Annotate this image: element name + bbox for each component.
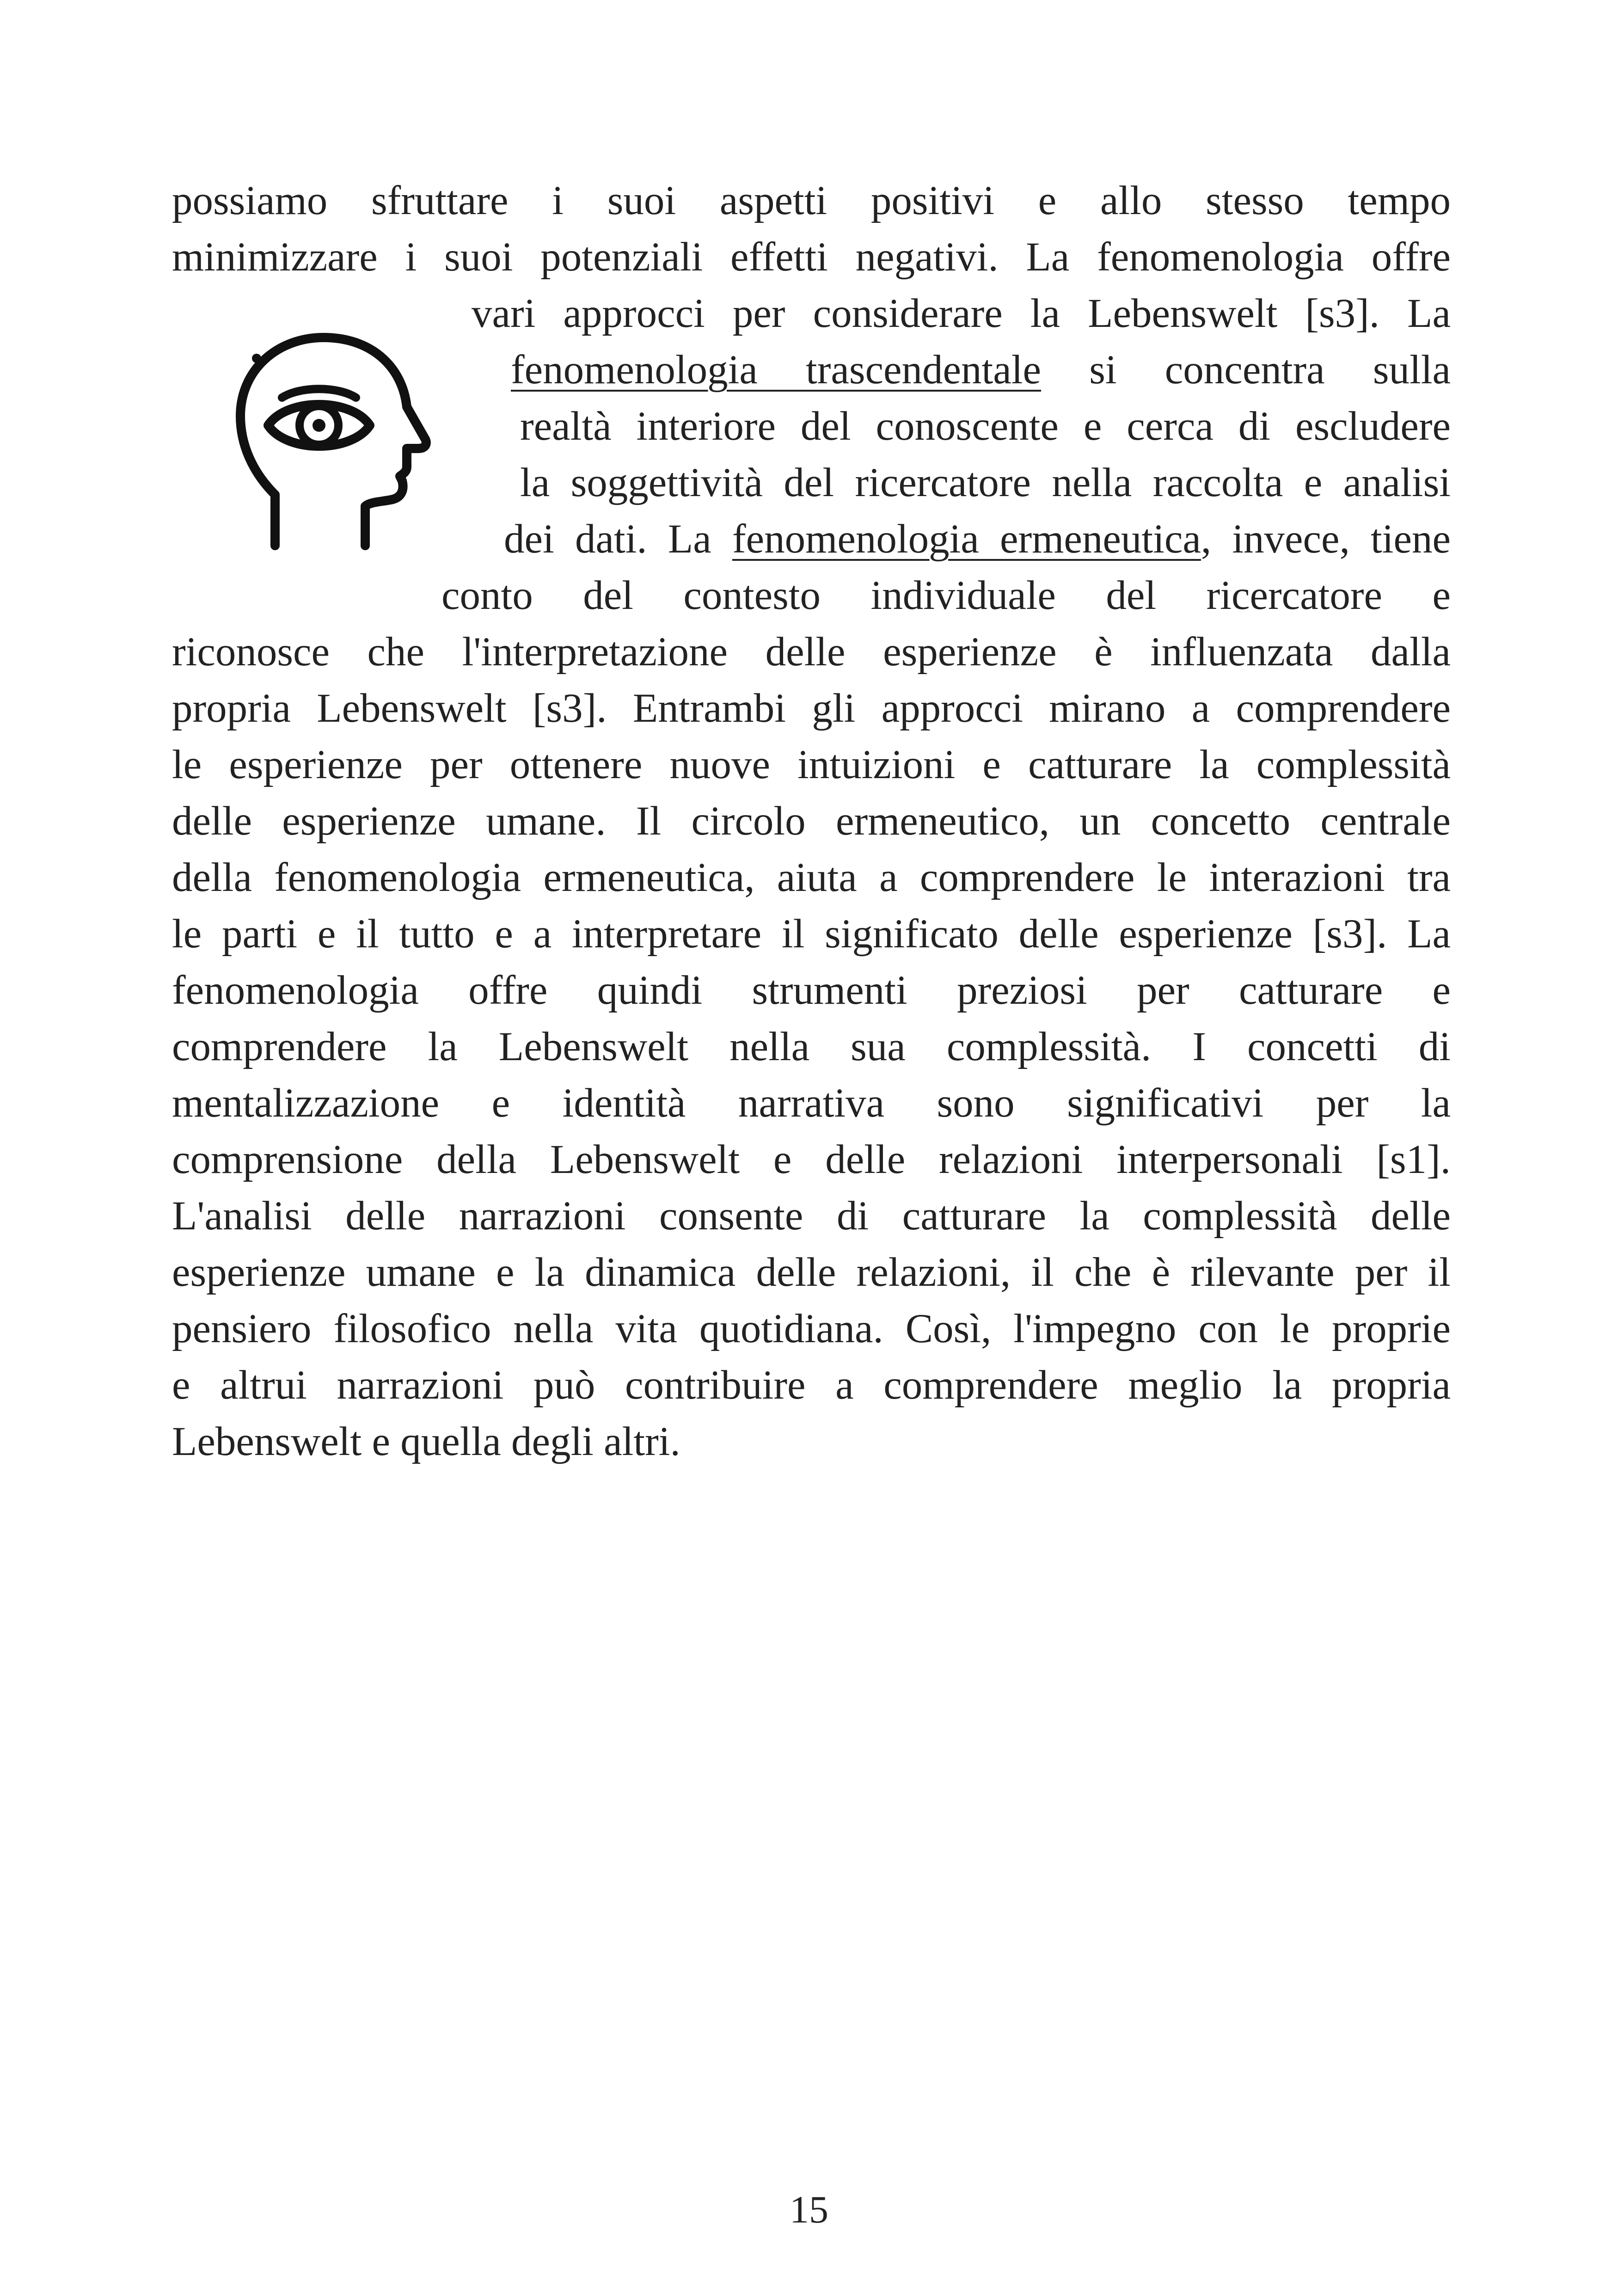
text-line: e altrui narrazioni può contribuire a comprendere meglio la propria bbox=[172, 1363, 1451, 1408]
text-line: pensiero filosofico nella vita quotidiana. Così, l'impegno con le proprie bbox=[172, 1306, 1451, 1351]
text-line: propria Lebenswelt [s3]. Entrambi gli approcci mirano a comprendere bbox=[172, 686, 1451, 731]
text-line: la soggettività del ricercatore nella raccolta e analisi bbox=[520, 460, 1451, 505]
text-line: realtà interiore del conoscente e cerca di escludere bbox=[520, 404, 1451, 449]
text-line: fenomenologia trascendentale si concentra sulla bbox=[511, 347, 1451, 393]
underlined-term: fenomenologia ermeneutica bbox=[732, 516, 1201, 562]
text-line: della fenomenologia ermeneutica, aiuta a comprendere le interazioni tra bbox=[172, 855, 1451, 900]
text-line: conto del contesto individuale del ricercatore e bbox=[441, 573, 1451, 618]
text-line: mentalizzazione e identità narrativa sono significativi per la bbox=[172, 1080, 1451, 1126]
text-line: fenomenologia offre quindi strumenti preziosi per catturare e bbox=[172, 968, 1451, 1013]
text-line: delle esperienze umane. Il circolo ermeneutico, un concetto centrale bbox=[172, 798, 1451, 844]
text-line: le parti e il tutto e a interpretare il significato delle esperienze [s3]. La bbox=[172, 911, 1451, 957]
underlined-term: fenomenologia trascendentale bbox=[511, 347, 1042, 393]
text-line: comprendere la Lebenswelt nella sua complessità. I concetti di bbox=[172, 1024, 1451, 1069]
text-line: L'analisi delle narrazioni consente di catturare la complessità delle bbox=[172, 1193, 1451, 1239]
text-line: vari approcci per considerare la Lebenswelt [s3]. La bbox=[472, 291, 1451, 336]
text-line: dei dati. La fenomenologia ermeneutica, invece, tiene bbox=[504, 516, 1451, 562]
text-line: minimizzare i suoi potenziali effetti negativi. La fenomenologia offre bbox=[172, 234, 1451, 280]
text-line: possiamo sfruttare i suoi aspetti positivi e allo stesso tempo bbox=[172, 178, 1451, 223]
text-line: riconosce che l'interpretazione delle esperienze è influenzata dalla bbox=[172, 629, 1451, 675]
head-eye-icon bbox=[231, 333, 435, 555]
text-line: le esperienze per ottenere nuove intuizioni e catturare la complessità bbox=[172, 742, 1451, 787]
text-line: Lebenswelt e quella degli altri. bbox=[172, 1419, 680, 1464]
text-line: esperienze umane e la dinamica delle relazioni, il che è rilevante per il bbox=[172, 1250, 1451, 1295]
page-number: 15 bbox=[790, 2188, 828, 2231]
text-line: comprensione della Lebenswelt e delle relazioni interpersonali [s1]. bbox=[172, 1137, 1451, 1182]
